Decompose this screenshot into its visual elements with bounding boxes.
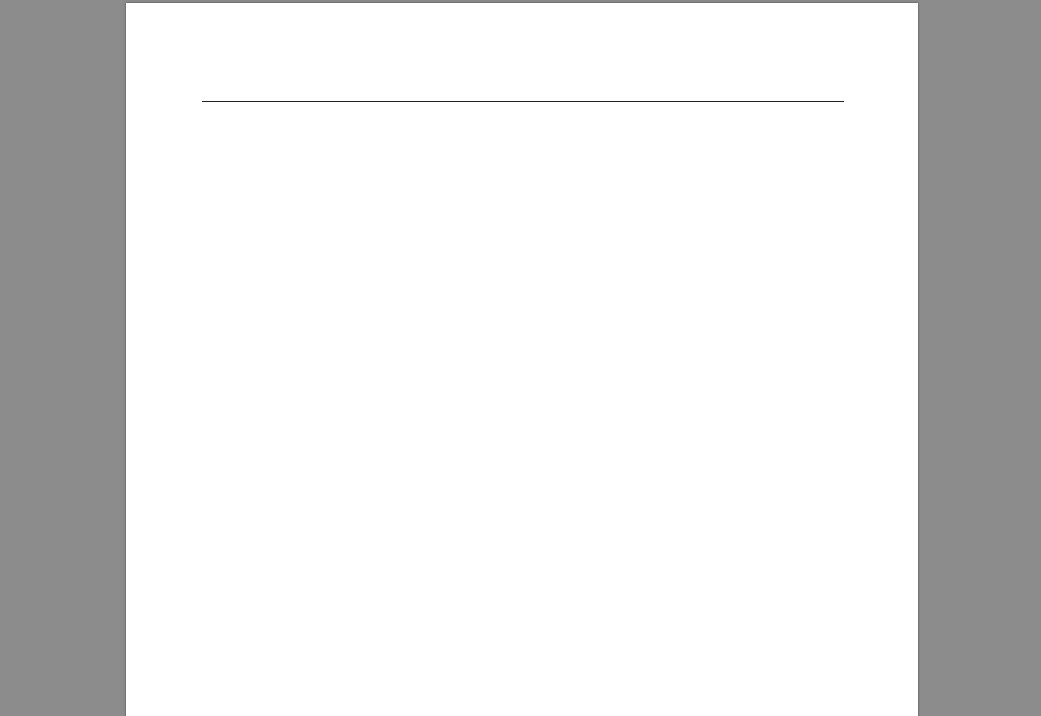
document-page (126, 3, 918, 716)
running-header (202, 87, 844, 102)
